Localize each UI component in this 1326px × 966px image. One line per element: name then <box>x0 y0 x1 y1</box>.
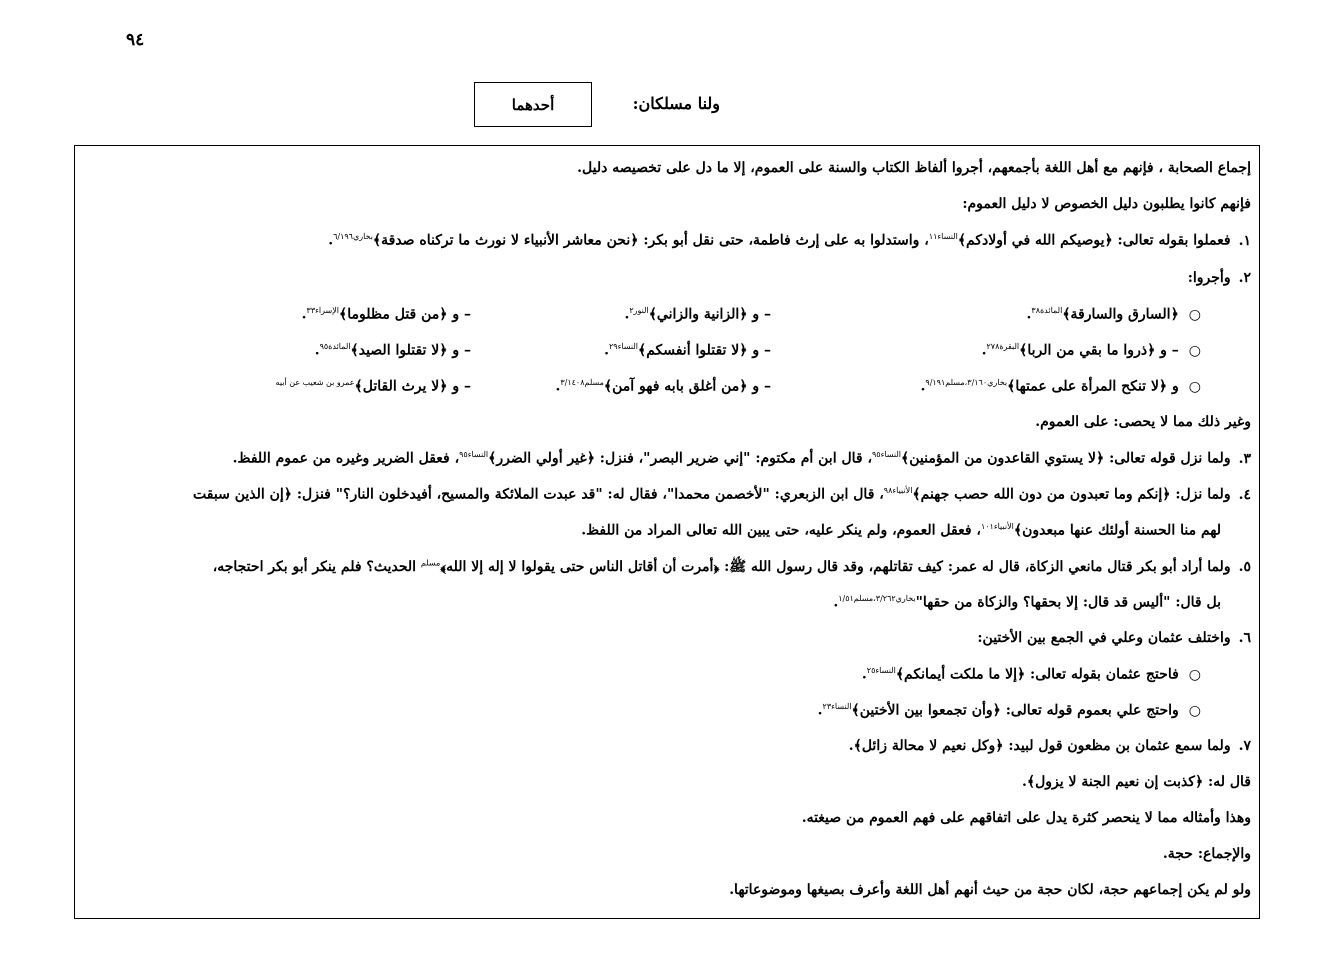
item-5: ٥.ولما أراد أبو بكر قتال مانعي الزكاة، قال له عمر: كيف تقاتلهم، وقد قال رسول الله ﷺ: ﴿أمرت أن أقاتل الناس حتى يقولوا لا إله إلا الله﴾$^{مسلم}$ الحديث؟ فلم ينكر أبو بكر احتجاجه، <box>212 558 1251 575</box>
line-15: قال له: ﴿كذبت إن نعيم الجنة لا يزول﴾. <box>1022 774 1251 790</box>
line-1: إجماع الصحابة ، فإنهم مع أهل اللغة بأجمعهم، أجروا ألفاظ الكتاب والسنة على العموم، إلا ما دل على تخصيصه دليل. <box>577 160 1251 176</box>
item-5-continued: بل قال: "أليس قد قال: إلا بحقها؟ والزكاة من حقها"$^{بخاري٣/٢٦٢،مسلم١/٥١}$. <box>833 594 1221 611</box>
header-label: ولنا مسلكان: <box>632 94 720 113</box>
bullet-row-2 <box>83 342 1251 372</box>
line-18: ولو لم يكن إجماعهم حجة، لكان حجة من حيث أنهم أهل اللغة وأعرف بصيغها وموضوعاتها. <box>729 882 1251 898</box>
item-6-bullet-2: ○واحتج علي بعموم قوله تعالى: ﴿وأن تجمعوا بين الأختين﴾$^{النساء٢٣}$. <box>817 702 1201 719</box>
line-17: والإجماع: حجة. <box>1162 846 1251 862</box>
bullet-2-col-1: ○– و ﴿ذروا ما بقي من الربا﴾$^{البقرة٢٧٨}$. <box>981 342 1201 359</box>
bullet-3-col-2: – و ﴿من أغلق بابه فهو آمن﴾$^{مسلم٣/١٤٠٨}$. <box>555 378 771 395</box>
item-4-continued: لهم منا الحسنة أولئك عنها مبعدون﴾$^{الأنبياء١٠١}$، فعقل العموم، ولم ينكر عليه، حتى يبين الله تعالى المراد من اللفظ. <box>581 522 1221 539</box>
item-6: ٦.واختلف عثمان وعلي في الجمع بين الأختين: <box>977 630 1251 646</box>
bullet-3-col-1: ○و ﴿لا تنكح المرأة على عمتها﴾$^{بخاري٣/١٦٠،مسلم٩/١٩١}$. <box>920 378 1201 395</box>
line-5: وغير ذلك مما لا يحصى: على العموم. <box>1035 414 1251 430</box>
item-4: ٤.ولما نزل: ﴿إنكم وما تعبدون من دون الله حصب جهنم﴾$^{الأنبياء٩٨}$، قال ابن الزبعري: "لأخصمن محمدا"، فقال له: "قد عبدت الملائكة والمسيح، أفيدخلون النار؟" فنزل: ﴿إن الذين سبقت <box>193 486 1251 503</box>
bullet-2-col-3: – و ﴿لا تقتلوا الصيد﴾$^{المائدة٩٥}$. <box>314 342 471 359</box>
item-1: ١.فعملوا بقوله تعالى: ﴿يوصيكم الله في أولادكم﴾$^{النساء١١}$، واستدلوا به على إرث فاطمة، حتى نقل أبو بكر: ﴿نحن معاشر الأنبياء لا نورث ما تركناه صدقة﴾$^{بخاري٦/١٩٦}$. <box>328 232 1251 249</box>
item-3: ٣.ولما نزل قوله تعالى: ﴿لا يستوي القاعدون من المؤمنين﴾$^{النساء٩٥}$، قال ابن أم مكتوم: "إني ضرير البصر"، فنزل: ﴿غير أولي الضرر﴾$^{النساء٩٥}$، فعقل الضرير وغيره من عموم اللفظ. <box>232 450 1251 467</box>
bullet-3-col-3: – و ﴿لا يرث القاتل﴾$^{عمرو بن شعيب عن أبيه}$ <box>275 378 471 395</box>
main-content-box <box>74 145 1260 919</box>
bullet-1-col-3: – و ﴿من قتل مظلوما﴾$^{الإسراء٣٣}$. <box>301 306 471 323</box>
bullet-row-3 <box>83 378 1251 408</box>
line-16: وهذا وأمثاله مما لا ينحصر كثرة يدل على اتفاقهم على فهم العموم من صيغته. <box>801 810 1251 826</box>
page-number: ٩٤ <box>126 30 145 50</box>
item-2: ٢.وأجروا: <box>1187 270 1251 286</box>
bullet-2-col-2: – و ﴿لا تقتلوا أنفسكم﴾$^{النساء٢٩}$. <box>604 342 771 359</box>
item-6-bullet-1: ○فاحتج عثمان بقوله تعالى: ﴿إلا ما ملكت أيمانكم﴾$^{النساء٢٥}$. <box>861 666 1201 683</box>
item-7: ٧.ولما سمع عثمان بن مظعون قول لبيد: ﴿وكل نعيم لا محالة زائل﴾. <box>848 738 1251 754</box>
header-box: أحدهما <box>474 82 592 127</box>
bullet-1-col-1: ○﴿السارق والسارقة﴾$^{المائدة٣٨}$. <box>1026 306 1201 323</box>
line-2: فإنهم كانوا يطلبون دليل الخصوص لا دليل العموم: <box>962 196 1251 212</box>
header-line <box>474 82 720 130</box>
bullet-1-col-2: – و ﴿الزانية والزاني﴾$^{النور٢}$. <box>624 306 771 323</box>
bullet-row-1 <box>83 306 1251 336</box>
